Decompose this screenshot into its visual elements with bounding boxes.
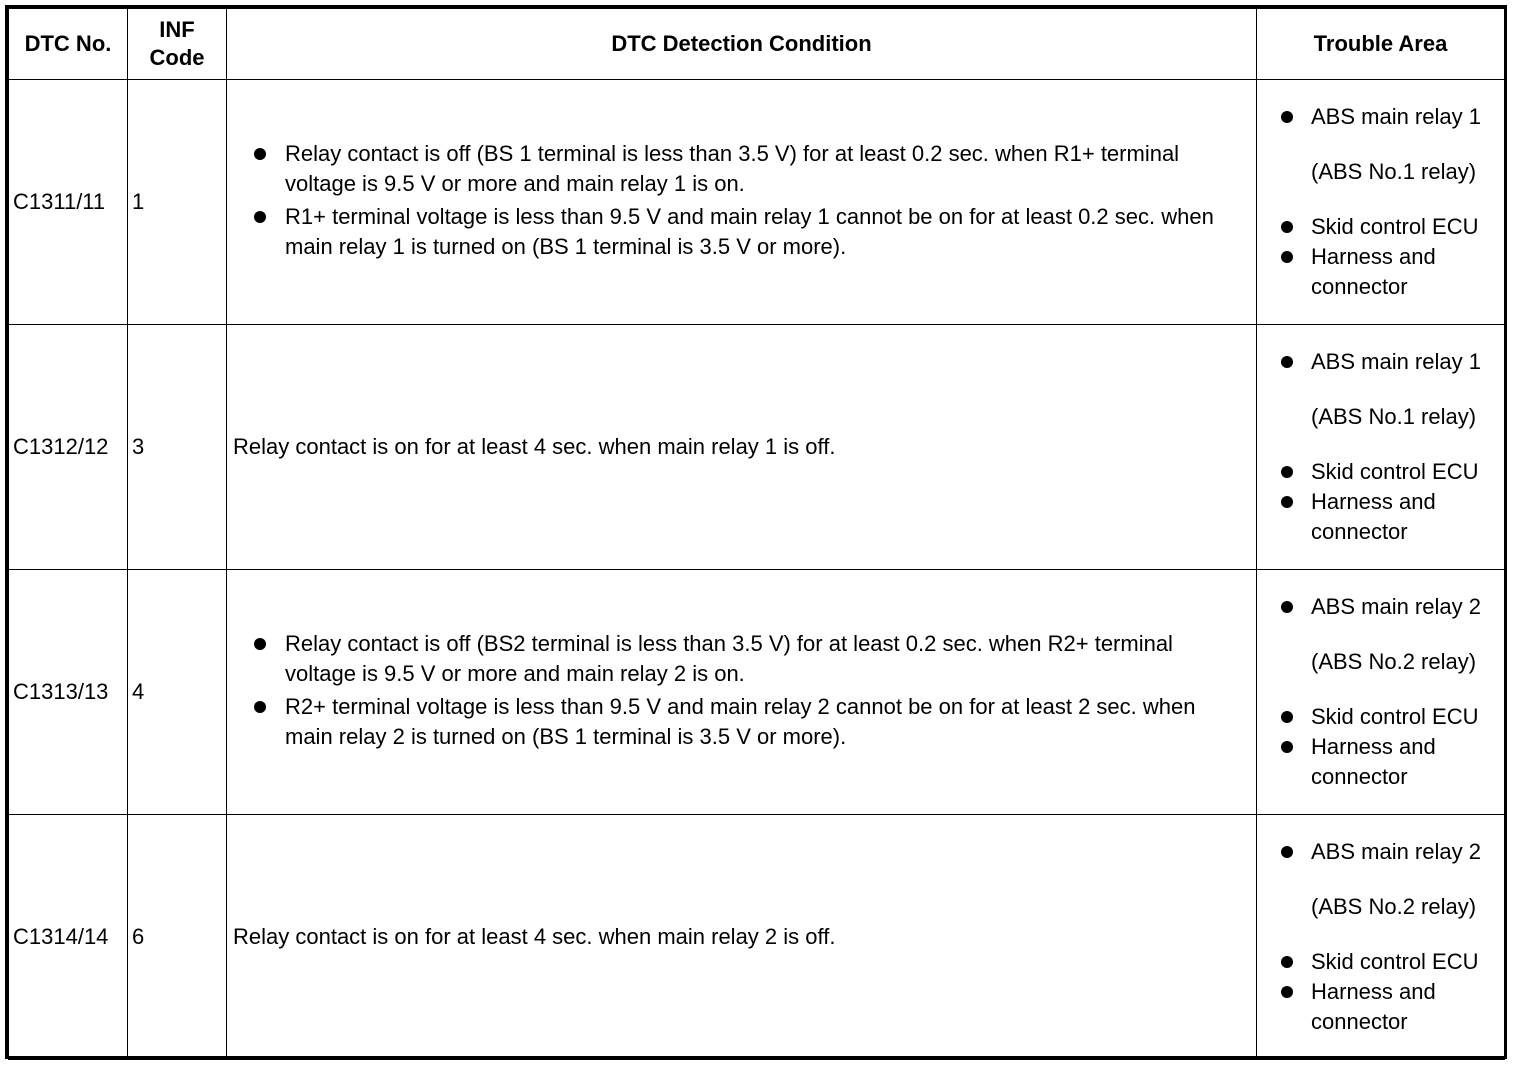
trouble-area-item	[1311, 242, 1502, 302]
trouble-area-text: ABS main relay 2	[1311, 839, 1481, 864]
trouble-area-text: Harness and connector	[1311, 244, 1436, 299]
bullet-icon	[1281, 711, 1293, 723]
relay-note: (ABS No.1 relay)	[1311, 159, 1477, 184]
trouble-area-item	[1311, 702, 1502, 732]
trouble-area-item	[1311, 347, 1502, 377]
bullet-icon	[254, 701, 266, 713]
condition-list	[233, 139, 1248, 262]
trouble-area-cell	[1257, 325, 1505, 570]
condition-item	[285, 692, 1248, 752]
trouble-area-list	[1257, 947, 1502, 1037]
trouble-area-item	[1311, 977, 1502, 1037]
trouble-area-list	[1257, 837, 1502, 867]
trouble-area-list	[1257, 212, 1502, 302]
trouble-area-text: ABS main relay 1	[1311, 349, 1481, 374]
bullet-icon	[254, 638, 266, 650]
trouble-area-text: Skid control ECU	[1311, 949, 1479, 974]
detection-condition-cell	[227, 570, 1257, 815]
condition-list	[233, 629, 1248, 752]
condition-item	[285, 139, 1248, 199]
table-row	[9, 570, 1505, 815]
bullet-icon	[1281, 221, 1293, 233]
trouble-area-text: Skid control ECU	[1311, 214, 1479, 239]
condition-text: Relay contact is off (BS2 terminal is less than 3.5 V) for at least 0.2 sec. when R2+ terminal voltage is 9.5 V or more and main relay 2 is on.	[285, 631, 1173, 686]
bullet-icon	[1281, 846, 1293, 858]
trouble-area-item	[1311, 947, 1502, 977]
dtc-number-cell: C1312/12	[9, 325, 128, 570]
bullet-icon	[254, 211, 266, 223]
trouble-area-list	[1257, 457, 1502, 547]
relay-note: (ABS No.1 relay)	[1311, 404, 1477, 429]
trouble-area-item	[1311, 837, 1502, 867]
detection-condition-cell	[227, 325, 1257, 570]
condition-text: Relay contact is on for at least 4 sec. when main relay 2 is off.	[233, 924, 836, 949]
trouble-area-text: Harness and connector	[1311, 734, 1436, 789]
trouble-area-item	[1311, 212, 1502, 242]
bullet-icon	[1281, 111, 1293, 123]
trouble-area-item	[1311, 487, 1502, 547]
trouble-area-cell	[1257, 570, 1505, 815]
condition-item	[285, 202, 1248, 262]
header-inf-code: INF Code	[128, 9, 227, 80]
table-row	[9, 80, 1505, 325]
relay-note: (ABS No.2 relay)	[1311, 894, 1477, 919]
table-row	[9, 325, 1505, 570]
trouble-area-cell	[1257, 815, 1505, 1060]
trouble-area-list	[1257, 102, 1502, 132]
trouble-area-list	[1257, 592, 1502, 622]
dtc-table	[8, 8, 1505, 1060]
condition-text: Relay contact is on for at least 4 sec. when main relay 1 is off.	[233, 434, 836, 459]
detection-condition-cell	[227, 80, 1257, 325]
condition-text: Relay contact is off (BS 1 terminal is less than 3.5 V) for at least 0.2 sec. when R1+ terminal voltage is 9.5 V or more and main relay 1 is on.	[285, 141, 1180, 196]
header-detection-condition: DTC Detection Condition	[227, 9, 1257, 80]
condition-item	[285, 629, 1248, 689]
trouble-area-item	[1311, 592, 1502, 622]
trouble-area-item	[1311, 102, 1502, 132]
inf-code-cell: 4	[128, 570, 227, 815]
table-header-row	[9, 9, 1505, 80]
inf-code-cell: 3	[128, 325, 227, 570]
trouble-area-text: Harness and connector	[1311, 979, 1436, 1034]
table-body	[9, 80, 1505, 1060]
dtc-table-frame	[5, 5, 1507, 1059]
header-dtc-no: DTC No.	[9, 9, 128, 80]
trouble-area-text: Harness and connector	[1311, 489, 1436, 544]
inf-code-cell: 1	[128, 80, 227, 325]
trouble-area-text: ABS main relay 2	[1311, 594, 1481, 619]
bullet-icon	[1281, 496, 1293, 508]
table-row	[9, 815, 1505, 1060]
detection-condition-cell	[227, 815, 1257, 1060]
dtc-number-cell: C1313/13	[9, 570, 128, 815]
trouble-area-cell	[1257, 80, 1505, 325]
trouble-area-item	[1311, 457, 1502, 487]
bullet-icon	[1281, 466, 1293, 478]
condition-text: R2+ terminal voltage is less than 9.5 V and main relay 2 cannot be on for at least 2 sec. when main relay 2 is turned on (BS 1 terminal is 3.5 V or more).	[285, 694, 1196, 749]
bullet-icon	[1281, 601, 1293, 613]
trouble-area-text: ABS main relay 1	[1311, 104, 1481, 129]
bullet-icon	[1281, 986, 1293, 998]
trouble-area-list	[1257, 702, 1502, 792]
inf-code-cell: 6	[128, 815, 227, 1060]
dtc-number-cell: C1311/11	[9, 80, 128, 325]
bullet-icon	[1281, 356, 1293, 368]
trouble-area-text: Skid control ECU	[1311, 459, 1479, 484]
condition-text: R1+ terminal voltage is less than 9.5 V and main relay 1 cannot be on for at least 0.2 sec. when main relay 1 is turned on (BS 1 terminal is 3.5 V or more).	[285, 204, 1214, 259]
header-trouble-area: Trouble Area	[1257, 9, 1505, 80]
trouble-area-text: Skid control ECU	[1311, 704, 1479, 729]
dtc-number-cell: C1314/14	[9, 815, 128, 1060]
relay-note: (ABS No.2 relay)	[1311, 649, 1477, 674]
bullet-icon	[1281, 741, 1293, 753]
bullet-icon	[254, 148, 266, 160]
trouble-area-item	[1311, 732, 1502, 792]
bullet-icon	[1281, 251, 1293, 263]
bullet-icon	[1281, 956, 1293, 968]
trouble-area-list	[1257, 347, 1502, 377]
